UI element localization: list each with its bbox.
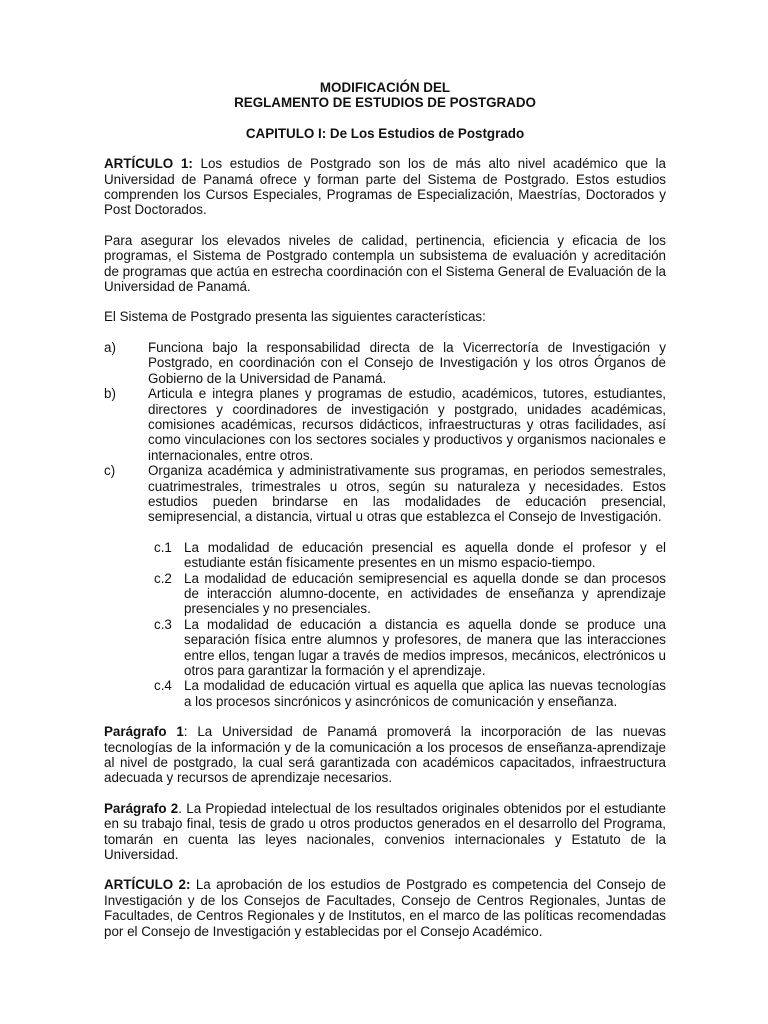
article-2 <box>104 877 666 939</box>
paragrafo-2 <box>104 801 666 863</box>
sublist-item-marker: c.2 <box>154 570 172 586</box>
modalities-sublist <box>154 540 666 709</box>
list-item-text: Organiza académica y administrativamente sus programas, en periodos semestrales, cuatrimestrales, trimestrales u otros, según su naturaleza y necesidades. Estos estudios pueden brindarse en las modalidades de educación presencial, semipresencial, a distancia, virtual u otras que establezca el Consejo de Investigación. <box>148 463 666 525</box>
paragrafo-2-label: Parágrafo 2 <box>104 800 179 816</box>
paragraph-characteristics-intro: El Sistema de Postgrado presenta las siguientes características: <box>104 309 486 325</box>
document-page <box>104 80 666 954</box>
list-item <box>104 340 666 386</box>
sublist-item-text: La modalidad de educación a distancia es aquella donde se produce una separación física entre alumnos y profesores, de manera que las interacciones entre ellos, tengan lugar a través de medios impresos, mecánicos, electrónicos u otros para garantizar la formación y el aprendizaje. <box>184 616 666 678</box>
article-2-text: La aprobación de los estudios de Postgrado es competencia del Consejo de Investigación y de los Consejos de Facultades, Consejo de Centros Regionales, Juntas de Facultades, de Centros Regionales y de Institutos, en el marco de las políticas recomendadas por el Consejo de Investigación y establecidas por el Consejo Académico. <box>104 877 666 939</box>
list-item <box>104 463 666 525</box>
sublist-item-marker: c.1 <box>154 539 172 555</box>
chapter-heading: CAPITULO I: De Los Estudios de Postgrado <box>245 125 525 141</box>
paragrafo-1 <box>104 724 666 786</box>
paragrafo-1-text: : La Universidad de Panamá promoverá la incorporación de las nuevas tecnologías de la información y de la comunicación a los procesos de enseñanza-aprendizaje al nivel de postgrado, la cual será garantizada con académicos capacitados, infraestructura adecuada y recursos de aprendizaje necesarios. <box>104 724 666 786</box>
paragrafo-2-text: . La Propiedad intelectual de los resultados originales obtenidos por el estudiante en su trabajo final, tesis de grado u otros productos generados en el desarrollo del Programa, tomarán en cuenta las leyes nacionales, convenios internacionales y Estatuto de la Universidad. <box>104 800 667 863</box>
sublist-item <box>154 540 666 571</box>
paragraph-quality: Para asegurar los elevados niveles de calidad, pertinencia, eficiencia y eficacia de los programas, el Sistema de Postgrado contempla un subsistema de evaluación y acreditación de programas que actúa en estrecha coordinación con el Sistema General de Evaluación de la Universidad de Panamá. <box>104 232 667 295</box>
list-item-marker: c) <box>104 463 116 479</box>
list-item-text: Articula e integra planes y programas de estudio, académicos, tutores, estudiantes, directores y coordinadores de investigación y postgrado, unidades académicas, comisiones académicas, recursos didácticos, infraestructuras y otras facilidades, así como vinculaciones con los sectores sociales y productivos y organismos nacionales e internacionales, entre otros. <box>148 386 666 463</box>
sublist-item-marker: c.3 <box>154 616 172 632</box>
paragrafo-1-label: Parágrafo 1 <box>104 724 184 740</box>
sublist-item-text: La modalidad de educación semipresencial es aquella donde se dan procesos de interacción alumno-docente, en actividades de enseñanza y aprendizaje presenciales y no presenciales. <box>184 570 666 617</box>
list-item <box>104 386 666 463</box>
sublist-item <box>154 678 666 709</box>
list-item-text: Funciona bajo la responsabilidad directa de la Vicerrectoría de Investigación y Postgrado, en coordinación con el Consejo de Investigación y los otros Órganos de Gobierno de la Universidad de Panamá. <box>148 339 666 386</box>
sublist-item <box>154 571 666 617</box>
article-1-label: ARTÍCULO 1: <box>104 156 193 172</box>
list-item-marker: b) <box>104 386 116 402</box>
article-1-text: Los estudios de Postgrado son los de más alto nivel académico que la Universidad de Panamá ofrece y forman parte del Sistema de Postgrado. Estos estudios comprenden los Cursos Especiales, Programas de Especialización, Maestrías, Doctorados y Post Doctorados. <box>104 156 666 218</box>
article-2-label: ARTÍCULO 2: <box>104 877 191 893</box>
article-1 <box>104 156 666 218</box>
sublist-item <box>154 617 666 679</box>
characteristics-list <box>104 340 666 525</box>
document-title-line-2: REGLAMENTO DE ESTUDIOS DE POSTGRADO <box>234 95 536 111</box>
sublist-item-marker: c.4 <box>154 678 172 694</box>
sublist-item-text: La modalidad de educación presencial es aquella donde el profesor y el estudiante están físicamente presentes en un mismo espacio-tiempo. <box>184 539 666 571</box>
sublist-item-text: La modalidad de educación virtual es aquella que aplica las nuevas tecnologías a los procesos sincrónicos y asincrónicos de comunicación y enseñanza. <box>184 678 666 709</box>
document-title-line-1: MODIFICACIÓN DEL <box>319 80 451 95</box>
list-item-marker: a) <box>104 339 116 355</box>
